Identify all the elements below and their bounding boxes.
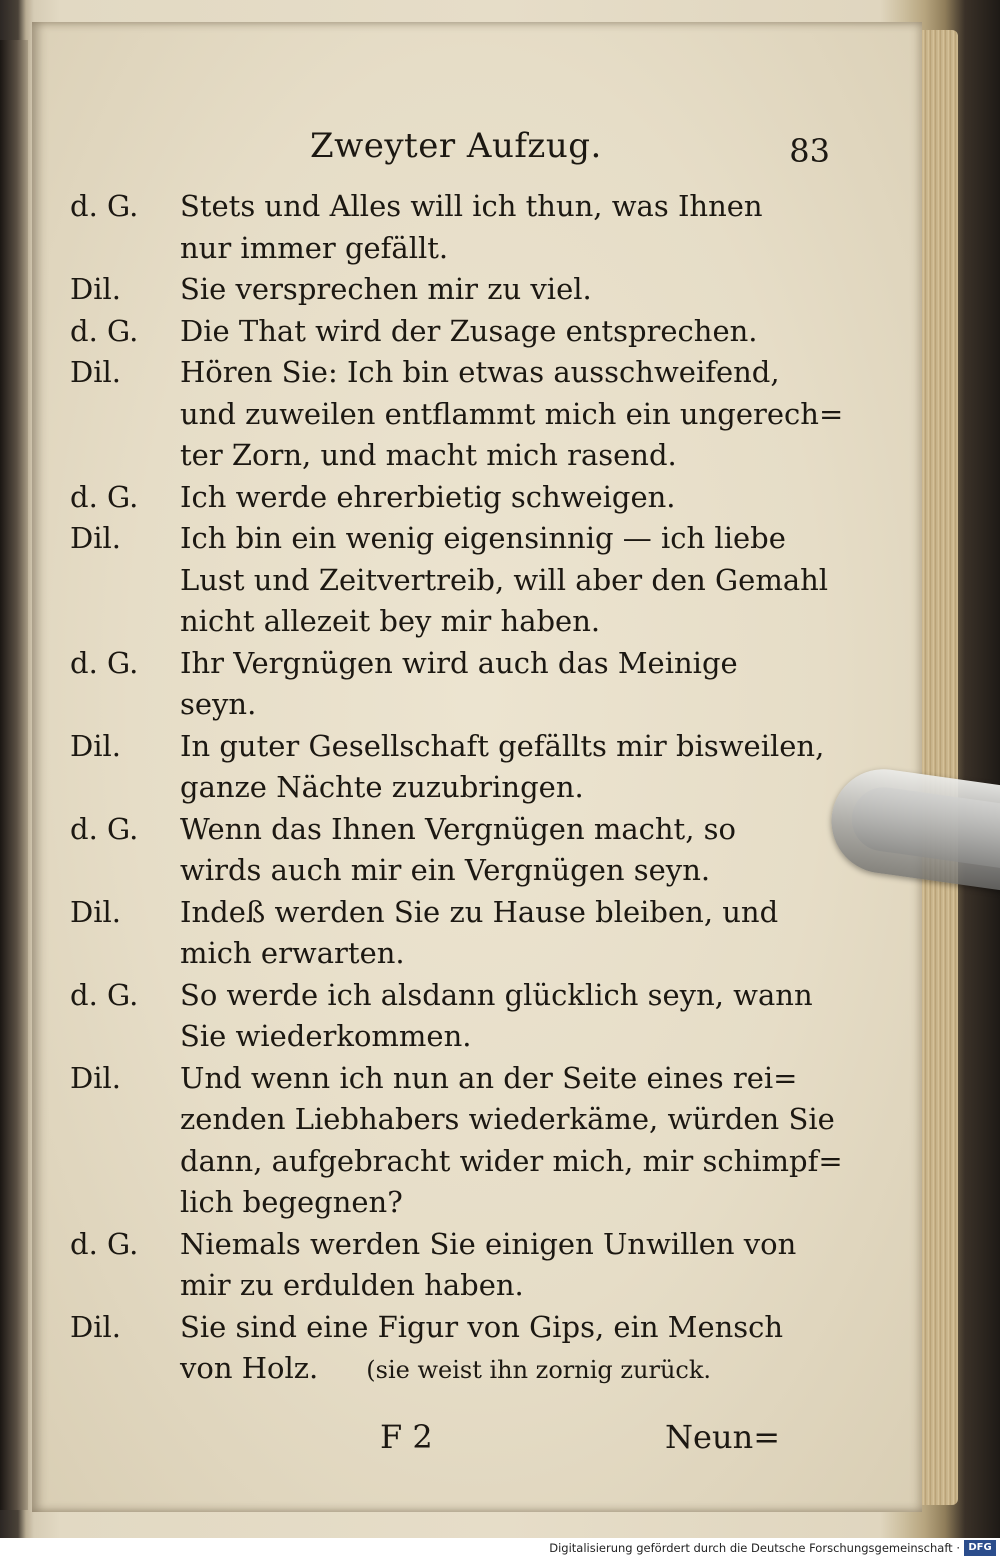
speaker-label: Dil. [70, 728, 122, 763]
speech-line: mich erwarten. [180, 936, 405, 970]
speech-line: Hören Sie: Ich bin etwas ausschweifend, [180, 355, 780, 389]
dialogue-turn [70, 809, 810, 892]
speech-line: dann, aufgebracht wider mich, mir schimpf= [180, 1143, 843, 1178]
speech-text [180, 643, 810, 726]
speech-line: Stets und Alles will ich thun, was Ihnen [180, 189, 763, 223]
speech-line: Sie versprechen mir zu viel. [180, 272, 592, 306]
speech-text [180, 1058, 843, 1224]
speech-text [180, 1307, 810, 1392]
signature-mark: F 2 [380, 1418, 433, 1456]
dfg-logo: DFG [964, 1540, 996, 1556]
speech-line: Ich bin ein wenig eigensinnig — ich liebe [180, 521, 786, 555]
speech-text [180, 975, 813, 1058]
speech-text [180, 1224, 810, 1307]
speaker-label: d. G. [70, 645, 139, 680]
speech-line: wirds auch mir ein Vergnügen seyn. [180, 853, 711, 887]
speaker-label: Dil. [70, 1309, 122, 1344]
speech-line: So werde ich alsdann glücklich seyn, wann [180, 977, 813, 1012]
speaker-label: Dil. [70, 894, 122, 929]
speech-line: zenden Liebhabers wiederkäme, würden Sie [180, 1102, 835, 1136]
speech-text [180, 518, 828, 643]
dialogue-turn [70, 726, 825, 809]
dialogue-turn [70, 518, 829, 643]
dialogue-turn [70, 975, 813, 1058]
speech-text [180, 269, 810, 311]
dialogue-turn [70, 186, 810, 269]
speaker-label: Dil. [70, 521, 122, 555]
speech-line-text: von Holz. [180, 1351, 319, 1385]
speech-line [180, 1348, 810, 1392]
speaker-label: d. G. [70, 1226, 139, 1261]
dialogue-turn [70, 477, 810, 519]
speech-text [180, 726, 824, 809]
page-edges [922, 30, 958, 1505]
credit-text: Digitalisierung gefördert durch die Deutsche Forschungsgemeinschaft · [549, 1541, 960, 1555]
dialogue-turn [70, 311, 810, 353]
speech-line: In guter Gesellschaft gefällts mir bisweilen, [180, 728, 825, 763]
speech-line: Die That wird der Zusage entsprechen. [180, 313, 758, 348]
stage-direction: (sie weist ihn zornig zurück. [366, 1356, 712, 1384]
speech-text [180, 809, 810, 892]
speech-line: und zuweilen entflammt mich ein ungerech= [180, 396, 844, 431]
speech-text [180, 477, 810, 519]
speaker-label: d. G. [70, 479, 139, 514]
speaker-label: d. G. [70, 977, 139, 1012]
speaker-label: d. G. [70, 313, 139, 348]
left-page-edge [0, 40, 28, 1510]
speech-line: Lust und Zeitvertreib, will aber den Gemahl [180, 562, 829, 597]
running-head: Zweyter Aufzug. [310, 126, 602, 166]
dialogue-turn [70, 1307, 810, 1392]
dialogue-turn [70, 1224, 810, 1307]
speech-line: mir zu erdulden haben. [180, 1268, 524, 1302]
speech-line: Ich werde ehrerbietig schweigen. [180, 479, 676, 514]
page-number: 83 [789, 132, 830, 170]
speaker-label: Dil. [70, 355, 122, 389]
speech-line: nur immer gefällt. [180, 230, 449, 265]
speech-text [180, 186, 810, 269]
speaker-label: Dil. [70, 272, 122, 306]
credit-bar [0, 1538, 1000, 1559]
speaker-label: d. G. [70, 189, 139, 223]
dialogue-turn [70, 643, 810, 726]
speaker-label: d. G. [70, 811, 139, 846]
speech-line: Sie sind eine Figur von Gips, ein Mensch [180, 1309, 784, 1344]
speech-line: ganze Nächte zuzubringen. [180, 770, 584, 804]
dialogue-turn [70, 352, 844, 477]
speech-line: Indeß werden Sie zu Hause bleiben, und [180, 894, 779, 929]
speech-line: seyn. [180, 687, 257, 721]
speech-text [180, 892, 810, 975]
speech-line: Ihr Vergnügen wird auch das Meinige [180, 645, 738, 680]
catchword: Neun= [665, 1418, 780, 1456]
speech-line: Niemals werden Sie einigen Unwillen von [180, 1226, 797, 1261]
speech-line: Wenn das Ihnen Vergnügen macht, so [180, 811, 736, 846]
dialogue-text [70, 186, 844, 1392]
speech-line: lich begegnen? [180, 1185, 403, 1219]
dialogue-turn [70, 1058, 843, 1224]
bookmark-clip-inner [848, 783, 1000, 869]
dialogue-turn [70, 269, 810, 311]
speech-line: Und wenn ich nun an der Seite eines rei= [180, 1060, 798, 1095]
speaker-label: Dil. [70, 1060, 122, 1095]
speech-text [180, 352, 843, 477]
speech-line: ter Zorn, und macht mich rasend. [180, 438, 677, 472]
page-footer [380, 1418, 780, 1468]
speech-line: nicht allezeit bey mir haben. [180, 604, 601, 638]
dialogue-turn [70, 892, 810, 975]
page-header [300, 126, 830, 176]
speech-line: Sie wiederkommen. [180, 1019, 472, 1053]
speech-text [180, 311, 810, 353]
